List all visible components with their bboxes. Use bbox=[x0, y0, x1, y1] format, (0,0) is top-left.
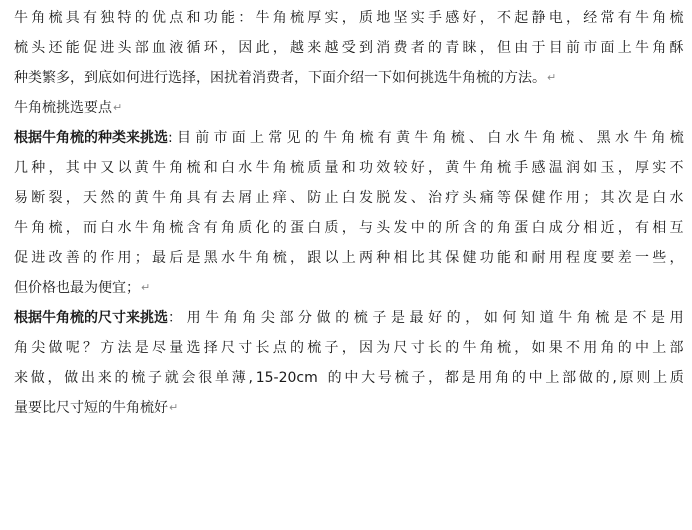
text-line-content: 但价格也最为便宜； bbox=[14, 280, 140, 296]
text-line: 牛 角 梳 ， 而 白 水 牛 角 梳 含 有 角 质 化 的 蛋 白 质 ， 与 头 发 中 的 所 含 的 角 蛋 白 成 分 相 近 ， 有 相 互 bbox=[14, 220, 684, 236]
text-line: 角 尖 做 呢 ？ 方 法 是 尽 量 选 择 尺 寸 长 点 的 梳 子 ， 因 为 尺 寸 长 的 牛 角 梳 ， 如 果 不 用 角 的 中 上 部 bbox=[14, 340, 684, 356]
text-line: 牛 角 梳 具 有 独 特 的 优 点 和 功 能 ： 牛 角 梳 厚 实 ， 质 地 坚 实 手 感 好 ， 不 起 静 电 ， 经 常 有 牛 角 梳 bbox=[14, 10, 684, 26]
text-line-content: 种类繁多，到底如何进行选择，困扰着消费者，下面介绍一下如何挑选牛角梳的方法。 bbox=[14, 70, 546, 86]
section-size-heading: 根据牛角梳的尺寸来挑选 bbox=[14, 310, 168, 326]
text-line bbox=[14, 273, 684, 303]
section-size-line bbox=[14, 303, 684, 333]
subheading: 牛角梳挑选要点 bbox=[14, 100, 112, 116]
text-line bbox=[14, 63, 684, 93]
section-type-line bbox=[14, 123, 684, 153]
paragraph-mark-icon: ↵ bbox=[547, 71, 557, 84]
text-line: 易 断 裂 ， 天 然 的 黄 牛 角 具 有 去 屑 止 痒 、 防 止 白 发 脱 发 、 治 疗 头 痛 等 保 健 作 用 ； 其 次 是 白 水 bbox=[14, 190, 684, 206]
text-line bbox=[14, 393, 684, 423]
section-size-text: ： 用 牛 角 角 尖 部 分 做 的 梳 子 是 最 好 的 ， 如 何 知 道 牛 角 梳 是 不 是 用 bbox=[168, 310, 684, 326]
text-line: 几 种 ， 其 中 又 以 黄 牛 角 梳 和 白 水 牛 角 梳 质 量 和 功 效 较 好 ， 黄 牛 角 梳 手 感 温 润 如 玉 ， 厚 实 不 bbox=[14, 160, 684, 176]
text-line: 梳 头 还 能 促 进 头 部 血 液 循 环 ， 因 此 ， 越 来 越 受 到 消 费 者 的 青 睐 ， 但 由 于 目 前 市 面 上 牛 角 酥 bbox=[14, 40, 684, 56]
paragraph-mark-icon: ↵ bbox=[141, 281, 151, 294]
text-line: 来 做 ， 做 出 来 的 梳 子 就 会 很 单 薄 , 15-20cm 的 中 大 号 梳 子 ， 都 是 用 角 的 中 上 部 做 的 , 原 则 上 质 bbox=[14, 370, 684, 386]
paragraph-mark-icon: ↵ bbox=[169, 401, 179, 414]
text-line: 促 进 改 善 的 作 用 ； 最 后 是 黑 水 牛 角 梳 ， 跟 以 上 两 种 相 比 其 保 健 功 能 和 耐 用 程 度 要 差 一 些 ， bbox=[14, 250, 684, 266]
section-type-heading: 根据牛角梳的种类来挑选 bbox=[14, 130, 168, 146]
paragraph-mark-icon: ↵ bbox=[113, 101, 123, 114]
text-line-content: 量要比尺寸短的牛角梳好 bbox=[14, 400, 168, 416]
subheading-line bbox=[14, 93, 684, 123]
section-type-text: : 目 前 市 面 上 常 见 的 牛 角 梳 有 黄 牛 角 梳 、 白 水 牛 角 梳 、 黑 水 牛 角 梳 bbox=[168, 130, 684, 146]
